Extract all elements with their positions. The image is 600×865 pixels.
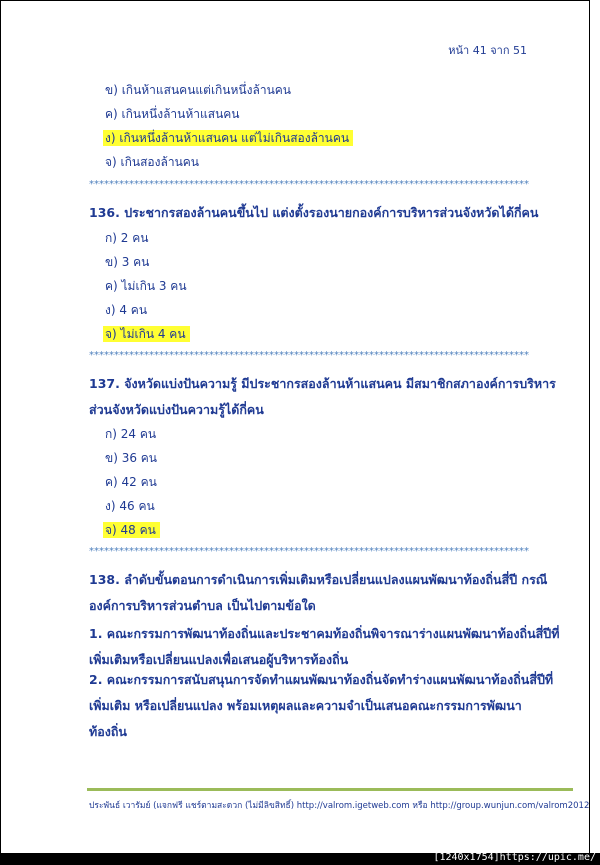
separator: **************************************************************************************** [89,179,529,190]
watermark-bar [0,853,600,865]
q137-option-d: ง) 46 คน [105,499,155,513]
question-138-line2: องค์การบริหารส่วนตำบล เป็นไปตามข้อใด [89,598,316,613]
footer-credit: ประพันธ์ เวารัมย์ (แจกฟรี แชร์ตามสะดวก (ไม่มีลิขสิทธิ์) http://valrom.igetweb.com หรือ http://group.wunjun.com/valrom2012 [89,801,590,811]
q136-option-a: ก) 2 คน [105,231,149,245]
prev-option-e: จ) เกินสองล้านคน [105,155,200,169]
question-138-line1: 138. ลำดับขั้นตอนการดำเนินการเพิ่มเติมหรือเปลี่ยนแปลงแผนพัฒนาท้องถิ่นสี่ปี กรณี [89,572,548,587]
page-number: หน้า 41 จาก 51 [448,44,527,57]
watermark-text: [1240x1754]https://upic.me/ [433,852,596,863]
q136-option-c: ค) ไม่เกิน 3 คน [105,279,187,293]
footer-rule [87,788,573,791]
q137-option-a: ก) 24 คน [105,427,157,441]
separator: **************************************************************************************** [89,546,529,557]
question-137-line2: ส่วนจังหวัดแบ่งปันความรู้ได้กี่คน [89,402,264,417]
prev-option-c: ค) เกินหนึ่งล้านห้าแสนคน [105,107,240,121]
q137-option-c: ค) 42 คน [105,475,157,489]
prev-option-b: ข) เกินห้าแสนคนแต่เกินหนึ่งล้านคน [105,83,292,97]
question-137-line1: 137. จังหวัดแบ่งปันความรู้ มีประชากรสองล้านห้าแสนคน มีสมาชิกสภาองค์การบริหาร [89,376,556,391]
q137-option-b: ข) 36 คน [105,451,158,465]
prev-option-d-answer: ง) เกินหนึ่งล้านห้าแสนคน แต่ไม่เกินสองล้านคน [103,130,353,146]
q138-item1-line1: 1. คณะกรรมการพัฒนาท้องถิ่นและประชาคมท้องถิ่นพิจารณาร่างแผนพัฒนาท้องถิ่นสี่ปีที่ [89,626,560,641]
q138-item2-line1: 2. คณะกรรมการสนับสนุนการจัดทำแผนพัฒนาท้องถิ่นจัดทำร่างแผนพัฒนาท้องถิ่นสี่ปีที่ [89,672,554,687]
q138-item2-line2: เพิ่มเติม หรือเปลี่ยนแปลง พร้อมเหตุผลและความจำเป็นเสนอคณะกรรมการพัฒนา [89,698,522,713]
q136-option-b: ข) 3 คน [105,255,150,269]
separator: **************************************************************************************** [89,350,529,361]
q137-option-e-answer: จ) 48 คน [103,522,160,538]
q136-option-e-answer: จ) ไม่เกิน 4 คน [103,326,190,342]
q138-item2-line3: ท้องถิ่น [89,724,127,739]
question-136: 136. ประชากรสองล้านคนขึ้นไป แต่งตั้งรองนายกองค์การบริหารส่วนจังหวัดได้กี่คน [89,205,539,220]
q138-item1-line2: เพิ่มเติมหรือเปลี่ยนแปลงเพื่อเสนอผู้บริหารท้องถิ่น [89,652,349,667]
q136-option-d: ง) 4 คน [105,303,148,317]
